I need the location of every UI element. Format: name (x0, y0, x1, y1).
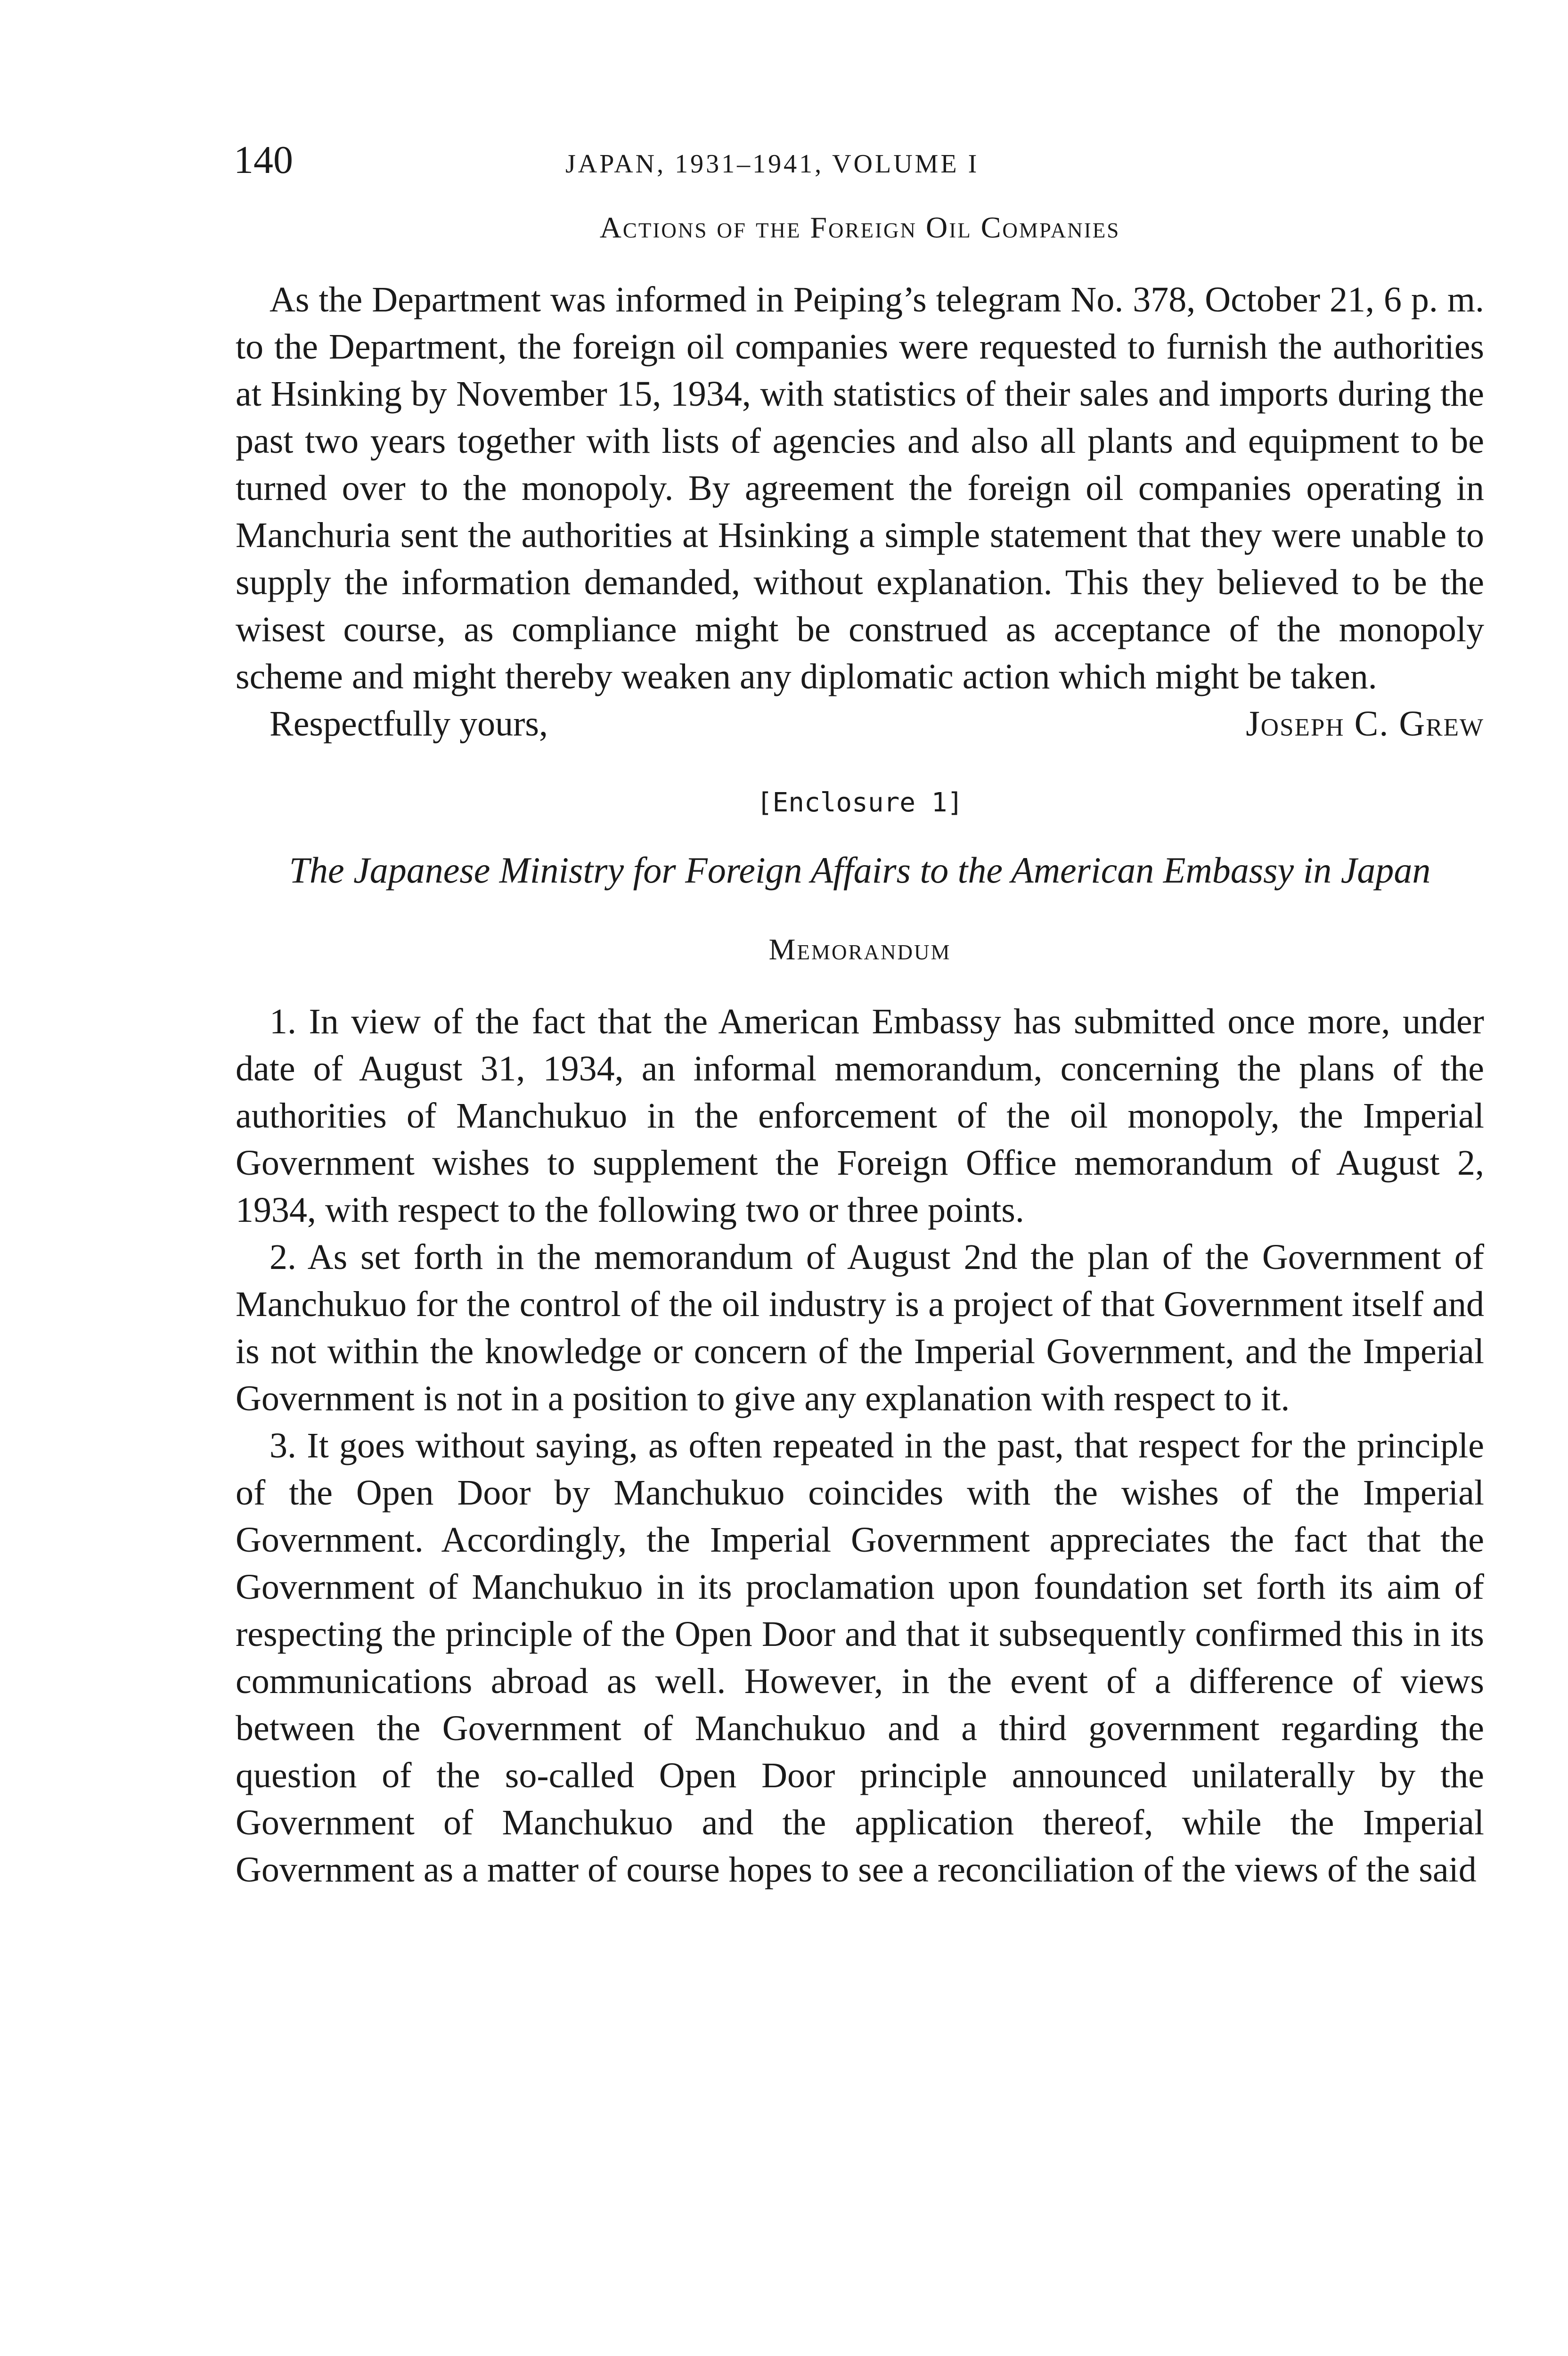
signature-text: Joseph C. Grew (1246, 704, 1484, 744)
running-head (236, 137, 1484, 184)
running-title: JAPAN, 1931–1941, VOLUME I (565, 149, 980, 179)
body-paragraph: As the Department was informed in Peiping’s telegram No. 378, October 21, 6 p. m. to the Department, the foreign oil companies were requested to furnish the authorities at Hsinking by November 15, 1934, with statistics of their sales and imports during the past two years together with lists of agencies and also all plants and equipment to be turned over to the monopoly. By agreement the foreign oil companies operating in Manchuria sent the authorities at Hsinking a simple statement that they were unable to supply the information demanded, without explanation. This they believed to be the wisest course, as compliance might be construed as acceptance of the monopoly scheme and might thereby weaken any diplomatic action which might be taken. (236, 280, 1484, 696)
memorandum-paragraph-3: 3. It goes without saying, as often repeated in the past, that respect for the principle of the Open Door by Manchukuo coincides with the wishes of the Imperial Government. Accordingly, the Imperial Government appreciates the fact that the Government of Manchukuo in its proclamation upon foundation set forth its aim of respecting the principle of the Open Door and that it subsequently confirmed this in its communications abroad as well. However, in the event of a difference of views between the Government of Manchukuo and a third government regarding the question of the so-called Open Door principle announced unilaterally by the Government of Manchukuo and the application thereof, while the Imperial Government as a matter of course hopes to see a reconciliation of the views of the said (236, 1426, 1484, 1890)
enclosure-label: [Enclosure 1] (756, 787, 964, 818)
memorandum-paragraph-1: 1. In view of the fact that the American Embassy has submitted once more, under date of August 31, 1934, an informal memorandum, concerning the plans of the authorities of Manchukuo in the enforcement of the oil monopoly, the Imperial Government wishes to supplement the Foreign Office memorandum of August 2, 1934, with respect to the following two or three points. (236, 1002, 1484, 1230)
document-title: The Japanese Ministry for Foreign Affairs to the American Embassy in Japan (289, 850, 1431, 891)
page-number: 140 (234, 138, 293, 182)
closing-text: Respectfully yours, (270, 704, 548, 744)
page-content (236, 137, 1484, 1893)
memorandum-heading: Memorandum (768, 933, 951, 966)
signoff (236, 700, 1484, 747)
section-heading: Actions of the Foreign Oil Companies (599, 211, 1120, 244)
memorandum-paragraph-2: 2. As set forth in the memorandum of August 2nd the plan of the Government of Manchukuo for the control of the oil industry is a project of that Government itself and is not within the knowledge or concern of the Imperial Government, and the Imperial Government is not in a position to give any explanation with respect to it. (236, 1237, 1484, 1418)
